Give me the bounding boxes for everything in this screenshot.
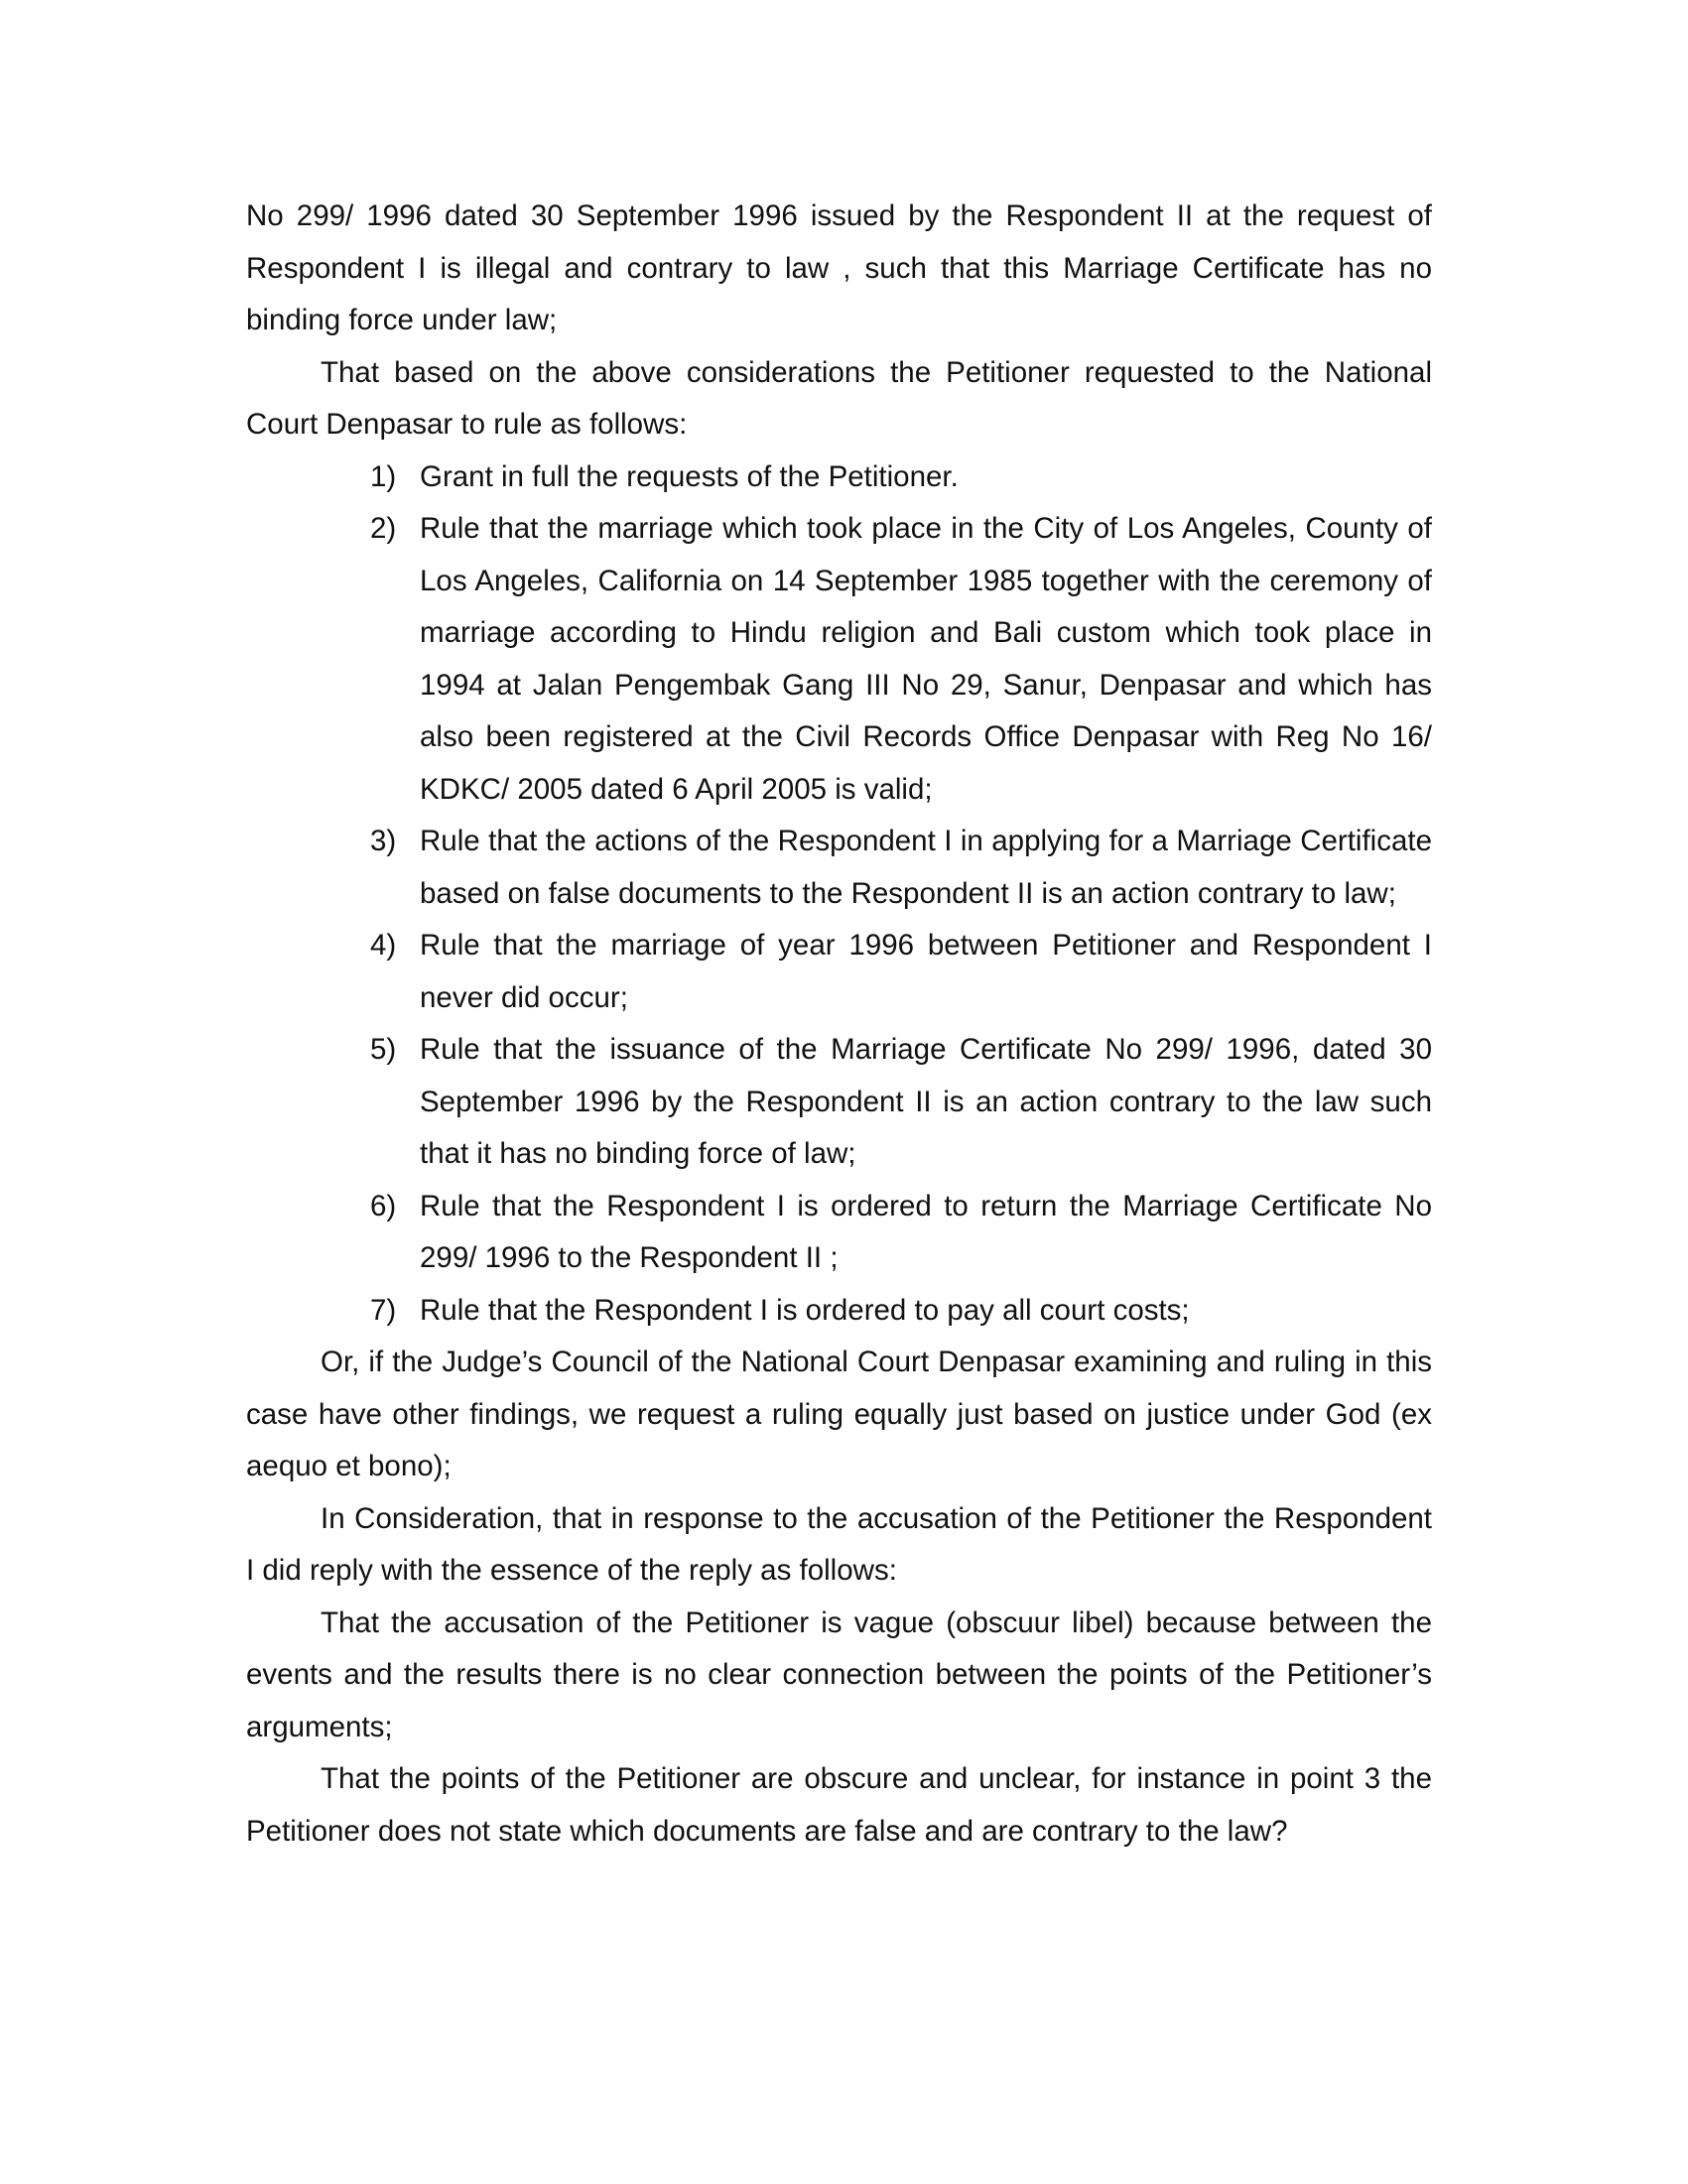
document-body [246,191,1432,1858]
request-item-3 [370,816,1432,920]
request-number: 4) [370,929,397,962]
request-text: Rule that the actions of the Respondent I in applying for a Marriage Certificate based on false documents to the Respondent II is an action contrary to law; [420,825,1432,910]
request-text: Rule that the issuance of the Marriage Certificate No 299/ 1996, dated 30 September 1996 by the Respondent II is an action contrary to the law such that it has no binding force of law; [420,1033,1432,1170]
obscure-points-paragraph: That the points of the Petitioner are obscure and unclear, for instance in point 3 the Petitioner does not state which documents are false and are contrary to the law? [246,1762,1432,1848]
request-item-6 [370,1181,1432,1285]
request-number: 6) [370,1189,397,1222]
request-item-4 [370,920,1432,1024]
request-text: Rule that the Respondent I is ordered to return the Marriage Certificate No 299/ 1996 to the Respondent II ; [420,1189,1432,1274]
request-item-5 [370,1024,1432,1181]
opening-paragraph: No 299/ 1996 dated 30 September 1996 issued by the Respondent II at the request of Respondent I is illegal and contrary to law , such that this Marriage Certificate has no binding force under law; [246,199,1432,336]
request-number: 7) [370,1293,397,1327]
request-intro-paragraph: That based on the above considerations the Petitioner requested to the National Court Denpasar to rule as follows: [246,355,1432,441]
consideration-paragraph: In Consideration, that in response to the accusation of the Petitioner the Respondent I did reply with the essence of the reply as follows: [246,1501,1432,1587]
request-number: 3) [370,825,397,857]
request-number: 5) [370,1033,397,1066]
request-item-1 [370,451,1432,504]
vague-accusation-paragraph: That the accusation of the Petitioner is vague (obscuur libel) because between the events and the results there is no clear connection between the points of the Petitioner’s arguments; [246,1606,1432,1743]
alternative-ruling-paragraph: Or, if the Judge’s Council of the National Court Denpasar examining and ruling in this case have other findings, we request a ruling equally just based on justice under God (ex aequo et bono); [246,1346,1432,1482]
request-number: 2) [370,512,397,545]
request-text: Rule that the marriage of year 1996 between Petitioner and Respondent I never did occur; [420,929,1432,1014]
request-item-2 [370,503,1432,816]
request-item-7 [370,1285,1432,1338]
request-text: Grant in full the requests of the Petitioner. [420,459,959,493]
request-text: Rule that the Respondent I is ordered to pay all court costs; [420,1293,1190,1327]
requests-list [246,451,1432,1338]
request-number: 1) [370,459,397,493]
request-text: Rule that the marriage which took place in the City of Los Angeles, County of Los Angeles, California on 14 September 1985 together with the ceremony of marriage according to Hindu religion and Bali custom which took place in 1994 at Jalan Pengembak Gang III No 29, Sanur, Denpasar and which has also been registered at the Civil Records Office Denpasar with Reg No 16/ KDKC/ 2005 dated 6 April 2005 is valid; [420,512,1432,806]
